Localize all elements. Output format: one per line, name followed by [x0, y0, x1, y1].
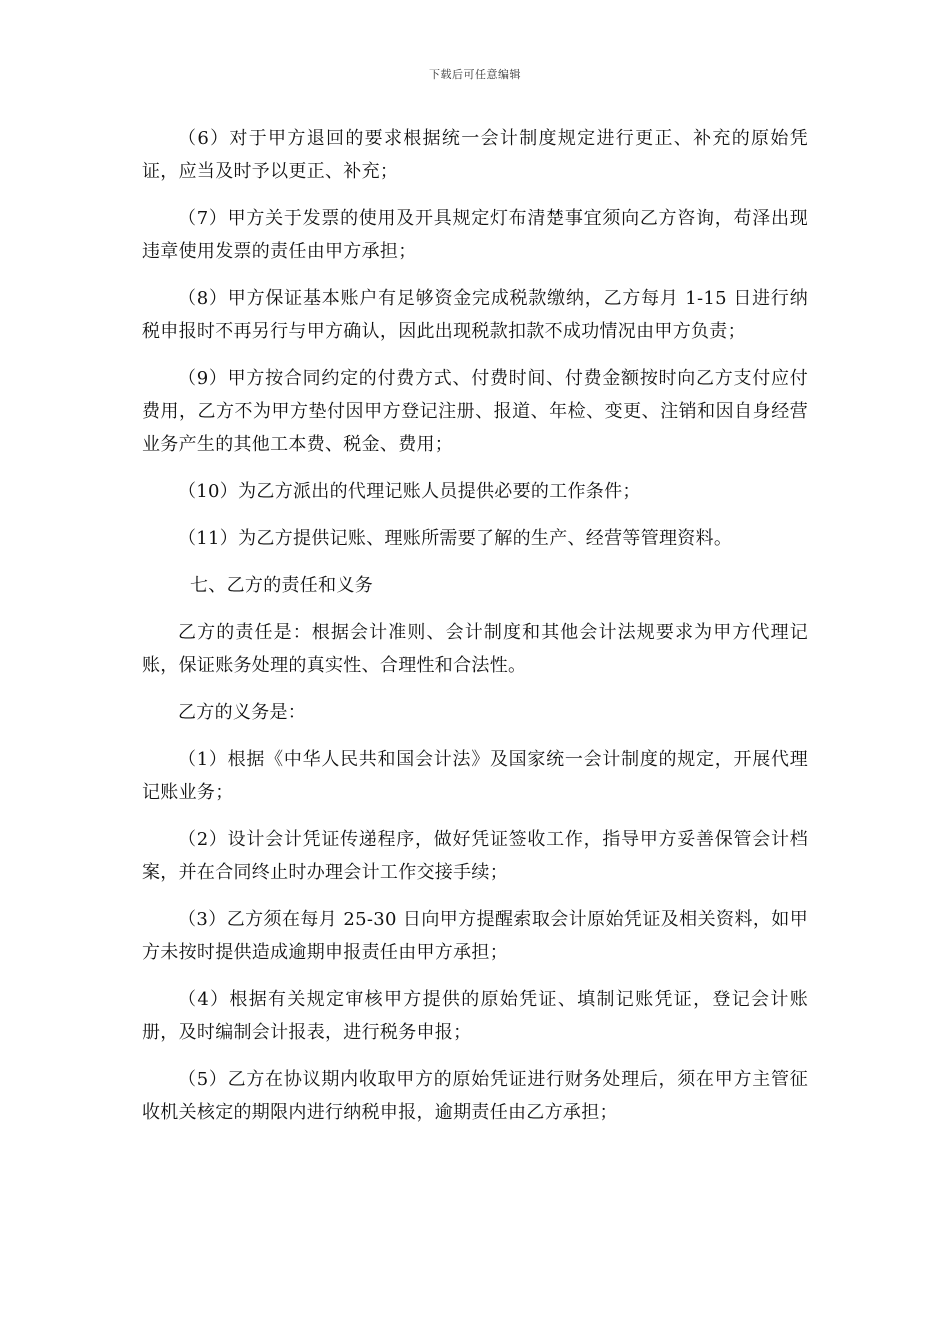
obligation-3: （3）乙方须在每月 25-30 日向甲方提醒索取会计原始凭证及相关资料，如甲方未按时提供造成逾期申报责任由甲方承担； [142, 909, 808, 963]
party-b-obligations-intro: 乙方的义务是： [178, 702, 307, 723]
clause-9: （9）甲方按合同约定的付费方式、付费时间、付费金额按时向乙方支付应付费用，乙方不为甲方垫付因甲方登记注册、报道、年检、变更、注销和因自身经营业务产生的其他工本费、税金、费用； [142, 368, 808, 455]
party-b-responsibility: 乙方的责任是：根据会计准则、会计制度和其他会计法规要求为甲方代理记账，保证账务处理的真实性、合理性和合法性。 [142, 622, 808, 676]
clause-11: （11）为乙方提供记账、理账所需要了解的生产、经营等管理资料。 [178, 528, 733, 549]
clause-7: （7）甲方关于发票的使用及开具规定灯布清楚事宜须向乙方咨询，苟泽出现违章使用发票的责任由甲方承担； [142, 208, 808, 262]
obligation-4: （4）根据有关规定审核甲方提供的原始凭证、填制记账凭证，登记会计账册，及时编制会计报表，进行税务申报； [142, 989, 808, 1043]
clause-8: （8）甲方保证基本账户有足够资金完成税款缴纳，乙方每月 1-15 日进行纳税申报时不再另行与甲方确认，因此出现税款扣款不成功情况由甲方负责； [142, 288, 808, 342]
page-header: 下载后可任意编辑 [429, 68, 521, 81]
obligation-2: （2）设计会计凭证传递程序，做好凭证签收工作，指导甲方妥善保管会计档案，并在合同终止时办理会计工作交接手续； [142, 829, 808, 883]
obligation-1: （1）根据《中华人民共和国会计法》及国家统一会计制度的规定，开展代理记账业务； [142, 749, 808, 803]
obligation-5: （5）乙方在协议期内收取甲方的原始凭证进行财务处理后，须在甲方主管征收机关核定的期限内进行纳税申报，逾期责任由乙方承担； [142, 1069, 808, 1123]
clause-6: （6）对于甲方退回的要求根据统一会计制度规定进行更正、补充的原始凭证，应当及时予以更正、补充； [142, 128, 808, 182]
clause-10: （10）为乙方派出的代理记账人员提供必要的工作条件； [178, 481, 641, 502]
document-body [142, 122, 808, 1143]
section-heading-7: 七、乙方的责任和义务 [190, 575, 373, 596]
